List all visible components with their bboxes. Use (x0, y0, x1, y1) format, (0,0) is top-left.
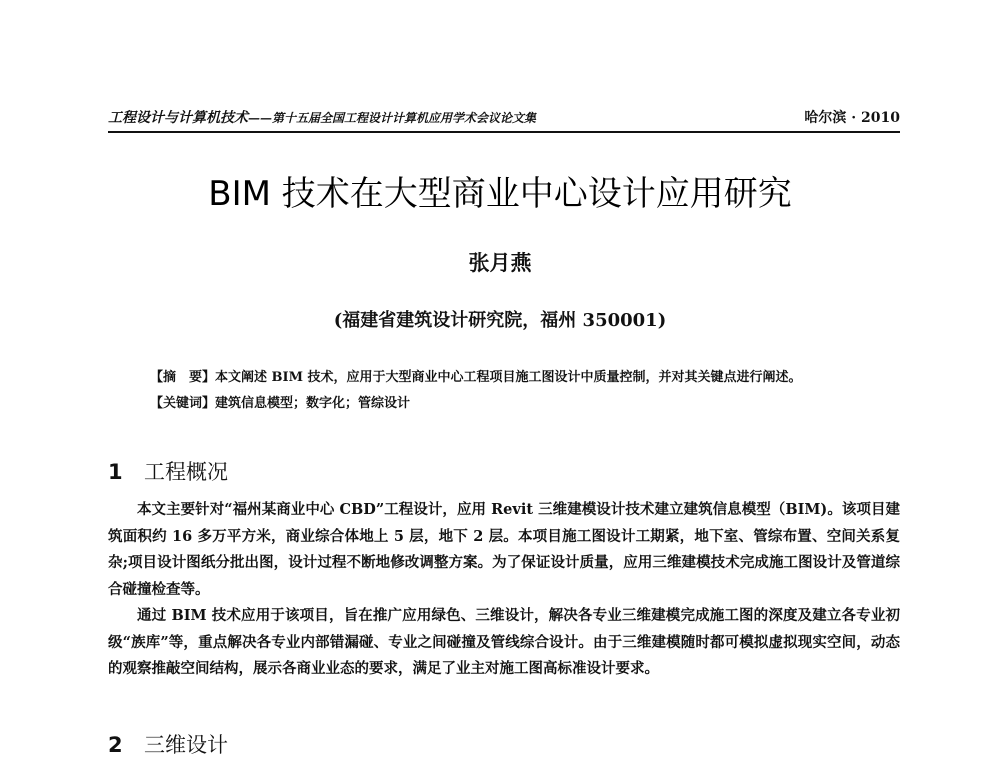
journal-name: 工程设计与计算机技术 (108, 110, 248, 126)
section-2-heading (108, 730, 228, 760)
running-head-location-year: 哈尔滨 · 2010 (804, 110, 900, 126)
abstract-label: 【摘 要】 (150, 370, 216, 385)
section-1-number: 1 (108, 460, 123, 484)
abstract-block (150, 365, 910, 417)
section-2-number: 2 (108, 733, 123, 757)
section-1-heading (108, 457, 228, 487)
conference-name: ——第十五届全国工程设计计算机应用学术会议论文集 (248, 111, 537, 125)
paper-title: BIM 技术在大型商业中心设计应用研究 (208, 174, 792, 214)
abstract-line (150, 365, 910, 391)
section-1-paragraph-2: 通过 BIM 技术应用于该项目，旨在推广应用绿色、三维设计，解决各专业三维建模完成施工图的深度及建立各专业初级“族库”等，重点解决各专业内部错漏碰、专业之间碰撞及管线综合设计。由于三维建模随时都可模拟虚拟现实空间，动态的观察推敲空间结构，展示各商业业态的要求，满足了业主对施工图高标准设计要求。 (108, 607, 900, 677)
keywords-text: 建筑信息模型；数字化；管综设计 (215, 396, 411, 411)
section-1-title: 工程概况 (144, 460, 228, 484)
running-head (108, 107, 900, 133)
author-affiliation: (福建省建筑设计研究院，福州 350001) (333, 310, 667, 331)
author-name: 张月燕 (468, 250, 532, 275)
running-head-journal (108, 107, 536, 129)
section-2-title: 三维设计 (144, 733, 228, 757)
abstract-text: 本文阐述 BIM 技术，应用于大型商业中心工程项目施工图设计中质量控制，并对其关键点进行阐述。 (215, 370, 802, 385)
keywords-label: 【关键词】 (150, 396, 216, 411)
section-1-paragraph-1: 本文主要针对“福州某商业中心 CBD”工程设计，应用 Revit 三维建模设计技术建立建筑信息模型（BIM)。该项目建筑面积约 16 多万平方米，商业综合体地上 5 层，地下 2 层。本项目施工图设计工期紧，地下室、管综布置、空间关系复杂;项目设计图纸分批出图，设计过程不断地修改调整方案。为了保证设计质量，应用三维建模技术完成施工图设计及管道综合碰撞检查等。 (108, 501, 900, 598)
keywords-line (150, 391, 910, 417)
